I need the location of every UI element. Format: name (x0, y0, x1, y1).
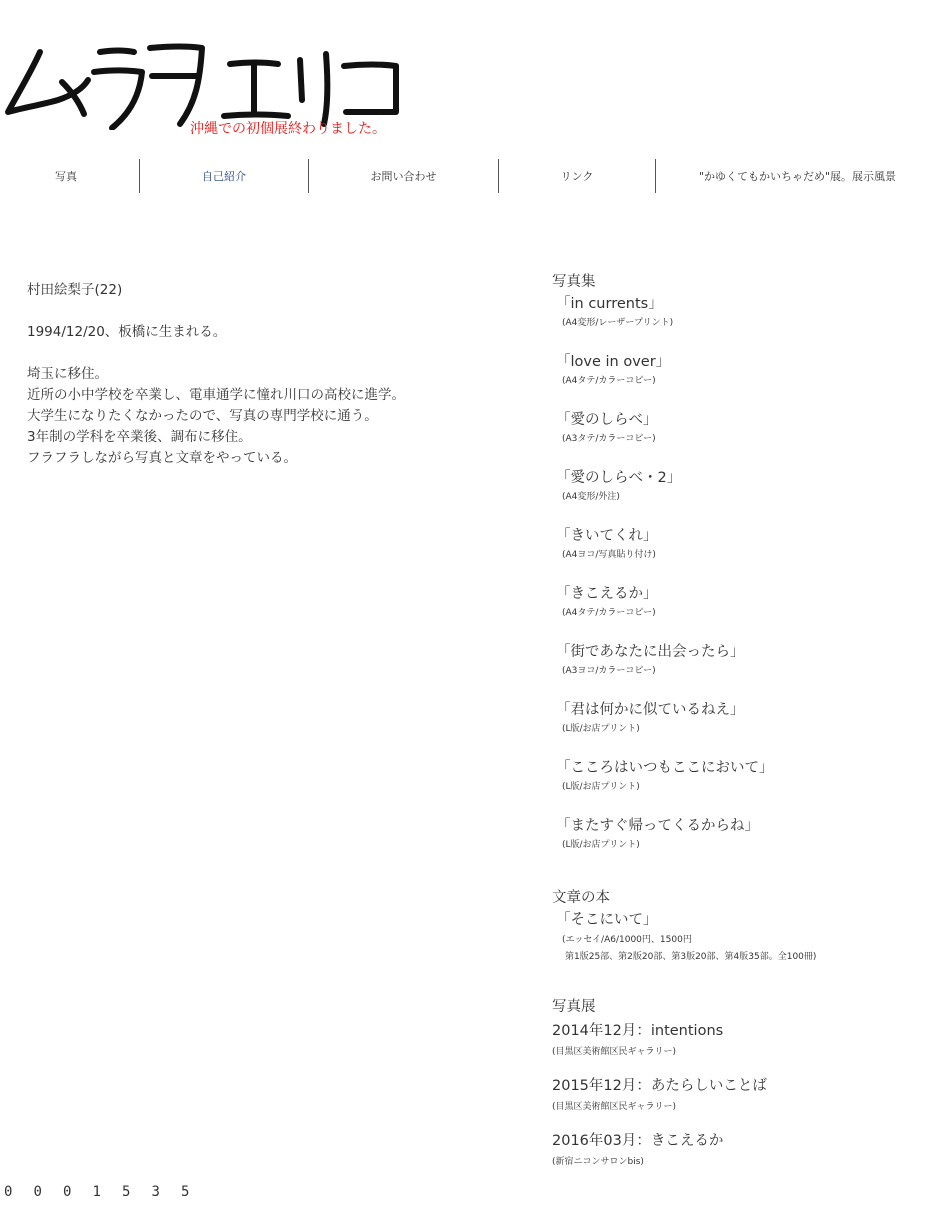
photobook-title: 「in currents」 (556, 296, 663, 312)
photobook-title: 「こころはいつもここにおいて」 (556, 760, 774, 776)
photobook-item (552, 758, 932, 814)
counter-digit: 0 (33, 1184, 42, 1200)
photobook-item (552, 468, 932, 524)
photobook-note: (A3ヨコ/カラーコピー) (562, 666, 656, 676)
photobook-list (552, 294, 932, 872)
photobook-item (552, 352, 932, 408)
works-column (552, 272, 932, 1186)
photobook-note: (L版/お店プリント) (562, 840, 640, 850)
photobook-item (552, 816, 932, 872)
counter-digit: 3 (151, 1184, 160, 1200)
site-logo[interactable] (0, 20, 420, 130)
essay-note (562, 932, 932, 966)
photobook-note: (A4変形/レーザープリント) (562, 318, 674, 328)
main-nav (0, 158, 939, 194)
nav-item-exhibition-view[interactable]: "かゆくてもかいちゃだめ"展。展示風景 (698, 170, 897, 183)
photobook-title: 「きこえるか」 (556, 586, 658, 602)
photobook-title: 「街であなたに出会ったら」 (556, 644, 745, 660)
photobook-note: (A4ヨコ/写真貼り付け) (562, 550, 656, 560)
photobook-item (552, 700, 932, 756)
essays-heading: 文章の本 (552, 890, 610, 906)
exhibition-venue: (新宿ニコンサロンbis) (552, 1157, 644, 1167)
bio-line: 埼玉に移住。 (27, 366, 108, 382)
exhibition-title: 2014年12月：intentions (552, 1023, 724, 1039)
photobook-note: (L版/お店プリント) (562, 724, 640, 734)
counter-digit: 5 (122, 1184, 131, 1200)
photobook-title: 「きいてくれ」 (556, 528, 658, 544)
nav-item-photos[interactable]: 写真 (55, 170, 77, 183)
counter-digit: 5 (181, 1184, 190, 1200)
bio-line: 大学生になりたくなかったので、写真の専門学校に通う。 (27, 408, 378, 424)
nav-item-links[interactable]: リンク (560, 170, 594, 183)
exhibition-item (552, 1131, 932, 1186)
photobooks-heading: 写真集 (552, 274, 596, 290)
counter-digit: 1 (92, 1184, 101, 1200)
announcement-text[interactable]: 沖縄での初個展終わりました。 (190, 121, 386, 137)
essay-note-line: 第1版25部、第2版20部、第3版20部、第4版35部。全100冊) (565, 952, 817, 962)
essay-item (552, 910, 932, 966)
bio-line: フラフラしながら写真と文章をやっている。 (27, 450, 297, 466)
photobook-item (552, 294, 932, 350)
handwritten-logo-icon (0, 20, 420, 130)
bio-line: 3年制の学科を卒業後、調布に移住。 (27, 429, 252, 445)
photobook-item (552, 584, 932, 640)
counter-digit: 0 (63, 1184, 72, 1200)
bio-line: 近所の小中学校を卒業し、電車通学に憧れ川口の高校に進学。 (27, 387, 405, 403)
bio-name-age: 村田絵梨子(22) (27, 282, 123, 298)
exhibition-venue: (目黒区美術館区民ギャラリー) (552, 1047, 677, 1057)
essay-title: 「そこにいて」 (556, 912, 658, 928)
photobook-title: 「君は何かに似ているねえ」 (556, 702, 745, 718)
photobook-note: (A4変形/外注) (562, 492, 620, 502)
nav-item-about[interactable]: 自己紹介 (202, 170, 246, 183)
access-counter (4, 1184, 211, 1200)
photobook-title: 「またすぐ帰ってくるからね」 (556, 818, 759, 834)
photobook-note: (A3タテ/カラーコピー) (562, 434, 656, 444)
photobook-item (552, 410, 932, 466)
photobook-note: (A4タテ/カラーコピー) (562, 376, 656, 386)
exhibition-item (552, 1021, 932, 1076)
photobook-item (552, 526, 932, 582)
exhibition-title: 2015年12月：あたらしいことば (552, 1078, 767, 1094)
exhibition-item (552, 1076, 932, 1131)
exhibition-venue: (目黒区美術館区民ギャラリー) (552, 1102, 677, 1112)
counter-digit: 0 (4, 1184, 13, 1200)
photobook-title: 「愛のしらべ」 (556, 412, 658, 428)
photobook-note: (A4タテ/カラーコピー) (562, 608, 656, 618)
photobook-item (552, 642, 932, 698)
photobook-title: 「love in over」 (556, 354, 671, 370)
exhibitions-heading: 写真展 (552, 999, 596, 1015)
bio-born: 1994/12/20、板橋に生まれる。 (27, 324, 227, 340)
essay-note-line: (エッセイ/A6/1000円、1500円 (562, 935, 692, 945)
nav-item-contact[interactable]: お問い合わせ (370, 170, 437, 183)
photobook-title: 「愛のしらべ・2」 (556, 470, 682, 486)
bio-story (27, 364, 497, 469)
photobook-note: (L版/お店プリント) (562, 782, 640, 792)
exhibition-title: 2016年03月：きこえるか (552, 1133, 724, 1149)
bio-section (27, 280, 497, 490)
